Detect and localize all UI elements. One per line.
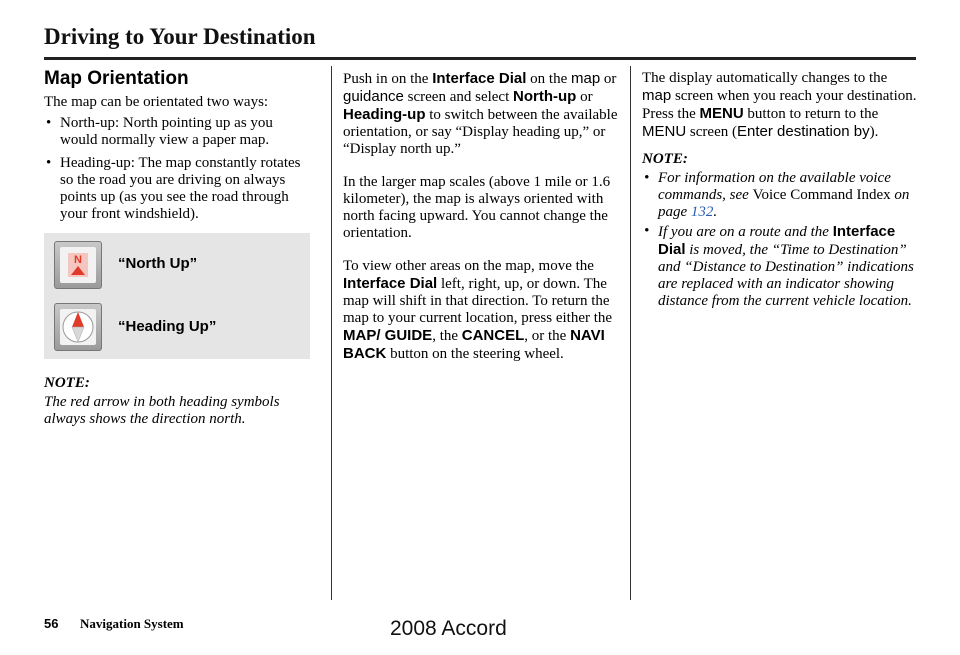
- page-link[interactable]: 132: [690, 204, 714, 220]
- north-up-icon: [54, 241, 102, 289]
- paragraph-map-scale: In the larger map scales (above 1 mile or 1.6 kilometer), the map is always oriented with north facing upward. You cannot change the orientation.: [343, 174, 611, 241]
- page-title: Driving to Your Destination: [44, 24, 316, 49]
- page-number: 56: [44, 616, 59, 631]
- section-heading: Map Orientation: [44, 68, 189, 89]
- note-label: NOTE:: [642, 151, 688, 167]
- column-1: [44, 68, 314, 428]
- title-rule: [44, 57, 916, 60]
- heading-up-label: “Heading Up”: [118, 318, 217, 335]
- list-item: • North-up: North pointing up as you would normally view a paper map.: [44, 115, 314, 149]
- note-label: NOTE:: [44, 375, 90, 391]
- interface-dial-term: Interface Dial: [343, 275, 438, 292]
- paragraph-destination: The display automatically changes to the map screen when you reach your destination. Press the MENU button to return to the MENU screen (Enter destination by).: [642, 70, 917, 140]
- watermark: 2008 Accord: [390, 617, 507, 640]
- list-item: • If you are on a route and the Interface Dial is moved, the “Time to Destination” and “Distance to Destination” indications are replaced with an indicator showing distance from the current vehicle location.: [642, 223, 917, 310]
- column-divider: [630, 66, 631, 600]
- list-item: • Heading-up: The map constantly rotates so the road you are driving on always points up (as you see the road through your front windshield).: [44, 155, 314, 223]
- interface-dial-term: Interface Dial: [658, 223, 896, 258]
- north-up-label: “North Up”: [118, 255, 198, 272]
- paragraph-view-areas: To view other areas on the map, move the Interface Dial left, right, up, or down. The map will shift in that direction. To return the map to your current location, press either the MAP/ GUIDE, the CANCEL, or the NAVI BACK button on the steering wheel.: [343, 258, 613, 362]
- column-3: [642, 70, 917, 316]
- heading-up-icon: [54, 303, 102, 351]
- column-2: [343, 70, 618, 363]
- note-text: The red arrow in both heading symbols always shows the direction north.: [44, 394, 280, 427]
- intro-text: The map can be orientated two ways:: [44, 94, 269, 110]
- list-item: • For information on the available voice commands, see Voice Command Index on page 132.: [642, 170, 917, 221]
- footer-section: Navigation System: [80, 616, 184, 631]
- column-divider: [331, 66, 332, 600]
- north-letter: N: [74, 254, 82, 266]
- orientation-list: [44, 115, 314, 223]
- interface-dial-term: Interface Dial: [432, 70, 527, 87]
- paragraph-orientation: Push in on the Interface Dial on the map or guidance screen and select North-up or Heading-up to switch between the available orientation, or say “Display heading up,” or “Display north up.”: [343, 70, 618, 157]
- note-list: [642, 170, 917, 310]
- icon-legend-box: [44, 233, 310, 359]
